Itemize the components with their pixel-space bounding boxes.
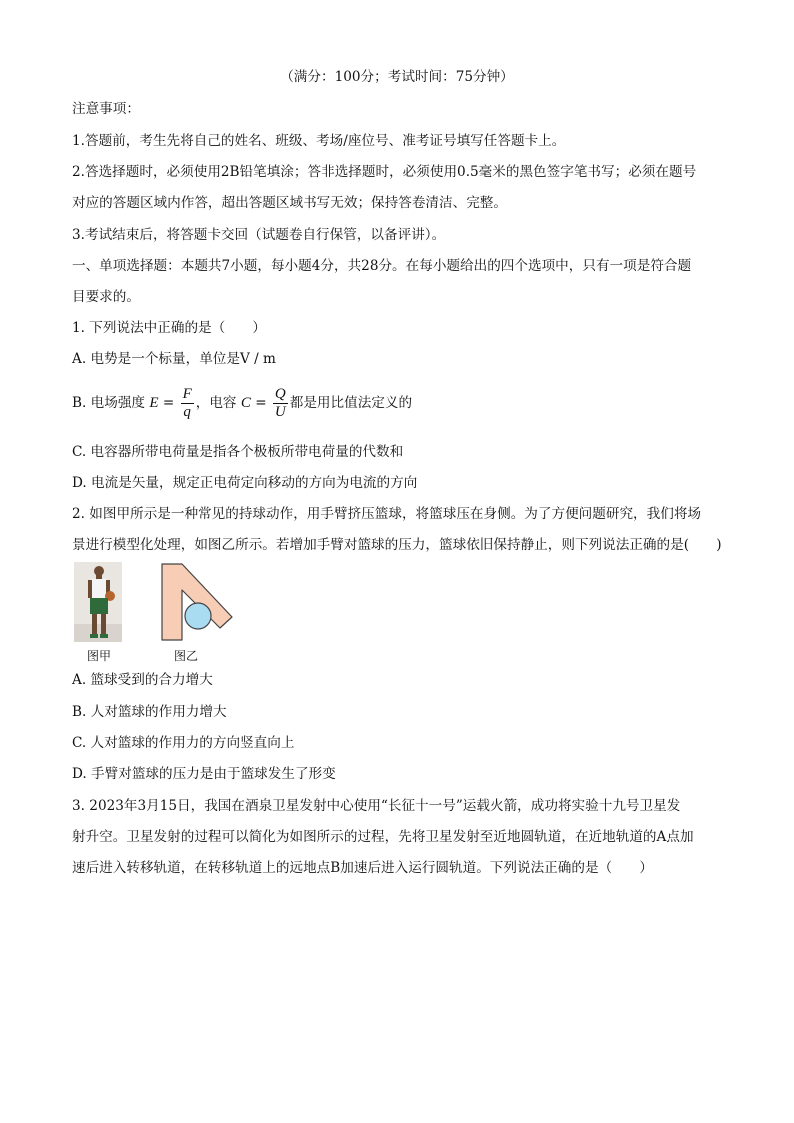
notes-title: 注意事项： — [72, 101, 140, 117]
q1-option-b — [72, 383, 412, 423]
fraction-Q-over-U — [273, 386, 288, 421]
figure-caption: 图乙 — [174, 649, 199, 663]
numerator-F: F — [182, 386, 192, 402]
q1-stem: 1. 下列说法中正确的是（ ） — [72, 320, 267, 336]
q2-stem: 2. 如图甲所示是一种常见的持球动作，用手臂挤压篮球，将篮球压在身侧。为了方便问题研究，我们将场 — [72, 506, 702, 522]
section-heading: 目要求的。 — [72, 289, 140, 305]
q2-option-d: D. 手臂对篮球的压力是由于篮球发生了形变 — [72, 766, 336, 782]
note-item: 1.答题前，考生先将自己的姓名、班级、考场/座位号、准考证号填写任答题卡上。 — [72, 133, 566, 149]
section-heading: 一、单项选择题：本题共7小题，每小题4分，共28分。在每小题给出的四个选项中，只有一项是符合题 — [72, 258, 692, 274]
denominator-U: U — [274, 404, 286, 420]
q1-option-c: C. 电容器所带电荷量是指各个极板所带电荷量的代数和 — [72, 444, 404, 460]
note-item: 对应的答题区域内作答，超出答题区域书写无效；保持答卷清洁、完整。 — [72, 195, 507, 211]
figure-caption: 图甲 — [87, 649, 112, 663]
fraction-F-over-q — [181, 386, 194, 421]
note-item: 3.考试结束后，将答题卡交回（试题卷自行保管，以备评讲）。 — [72, 227, 446, 243]
q1-option-b-suffix: 都是用比值法定义的 — [289, 395, 413, 411]
symbol-E: E — [149, 395, 159, 411]
figure-person-photo — [74, 562, 122, 642]
q2-stem: 景进行模型化处理，如图乙所示。若增加手臂对篮球的压力，篮球依旧保持静止，则下列说法正确的是( ) — [72, 537, 722, 553]
q3-stem: 速后进入转移轨道，在转移轨道上的远地点B加速后进入运行圆轨道。下列说法正确的是（ ） — [72, 860, 653, 876]
q3-stem: 3. 2023年3月15日，我国在酒泉卫星发射中心使用“长征十一号”运载火箭，成功将实验十九号卫星发 — [72, 798, 681, 814]
equals-sign: = — [162, 395, 175, 411]
q2-option-c: C. 人对篮球的作用力的方向竖直向上 — [72, 735, 295, 751]
equals-sign: = — [255, 395, 267, 411]
numerator-Q: Q — [274, 386, 286, 402]
exam-info: （满分：100分；考试时间：75分钟） — [280, 69, 514, 85]
q1-option-d: D. 电流是矢量，规定正电荷定向移动的方向为电流的方向 — [72, 475, 418, 491]
q1-option-b-prefix: B. 电场强度 — [72, 395, 146, 411]
q1-option-b-mid: ，电容 — [195, 395, 237, 411]
figure-model-diagram — [160, 562, 236, 642]
note-item: 2.答选择题时，必须使用2B铅笔填涂；答非选择题时，必须使用0.5毫米的黑色签字笔书写；必须在题号 — [72, 164, 697, 180]
symbol-C: C — [240, 395, 251, 411]
q2-option-b: B. 人对篮球的作用力增大 — [72, 704, 227, 720]
q2-option-a: A. 篮球受到的合力增大 — [72, 672, 213, 688]
q3-stem: 射升空。卫星发射的过程可以简化为如图所示的过程，先将卫星发射至近地圆轨道，在近地轨道的A点加 — [72, 829, 694, 845]
denominator-q: q — [183, 404, 191, 420]
q1-option-a: A. 电势是一个标量，单位是V / m — [72, 351, 276, 367]
